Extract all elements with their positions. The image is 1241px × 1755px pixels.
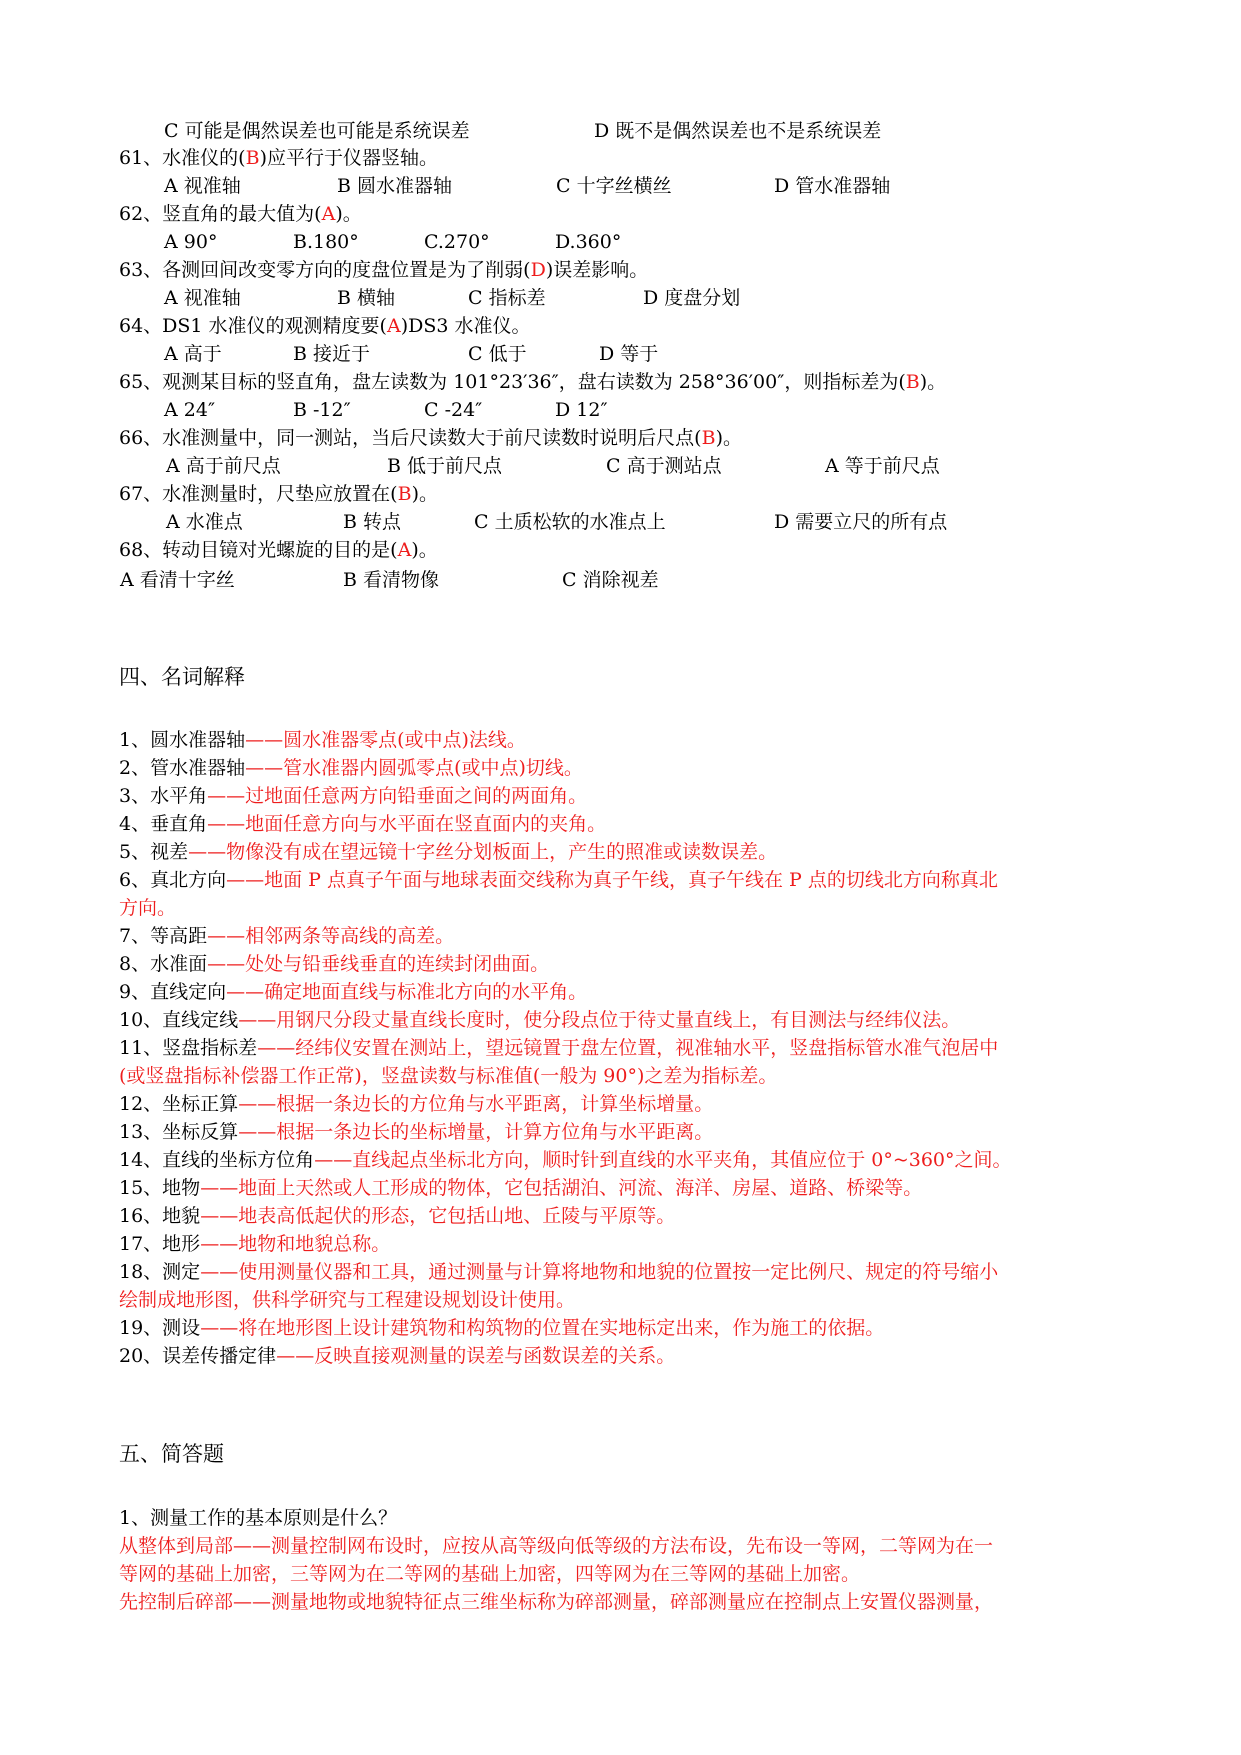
definition-term: 2、管水准器轴 bbox=[119, 757, 246, 779]
q66-stem-post: )。 bbox=[715, 427, 742, 449]
q60-option-d: D 既不是偶然误差也不是系统误差 bbox=[594, 120, 882, 142]
definition-term: 6、真北方向 bbox=[119, 869, 227, 891]
q65-option-c: C -24″ bbox=[424, 399, 483, 421]
definition-item bbox=[119, 1091, 713, 1117]
definition-text: ——根据一条边长的坐标增量，计算方位角与水平距离。 bbox=[238, 1121, 714, 1143]
q67-option-a: A 水准点 bbox=[166, 511, 243, 533]
short-answer-question: 1、测量工作的基本原则是什么？ bbox=[119, 1507, 398, 1529]
q64-stem-pre: 64、DS1 水准仪的观测精度要( bbox=[119, 315, 387, 337]
q63-answer: D bbox=[530, 259, 546, 281]
q66-question bbox=[119, 425, 742, 451]
q67-option-d: D 需要立尺的所有点 bbox=[774, 511, 948, 533]
definition-text: ——确定地面直线与标准北方向的水平角。 bbox=[226, 981, 588, 1003]
definition-item bbox=[119, 1119, 713, 1145]
definition-text: ——圆水准器零点(或中点)法线。 bbox=[245, 729, 526, 751]
q62-option-d: D.360° bbox=[555, 231, 622, 253]
definition-text: ——经纬仪安置在测站上，望远镜置于盘左位置，视准轴水平，竖盘指标管水准气泡居中 bbox=[257, 1037, 999, 1059]
definition-term: 5、视差 bbox=[119, 841, 189, 863]
q64-option-c: C 低于 bbox=[468, 343, 527, 365]
definition-item bbox=[119, 755, 583, 781]
definition-item bbox=[119, 1147, 1012, 1173]
q64-question bbox=[119, 313, 531, 339]
q62-stem-pre: 62、竖直角的最大值为( bbox=[119, 203, 322, 225]
q68-question bbox=[119, 537, 438, 563]
q62-option-c: C.270° bbox=[424, 231, 490, 253]
definition-continuation: 方向。 bbox=[119, 897, 177, 919]
definition-text: ——地面 P 点真子午面与地球表面交线称为真子午线，真子午线在 P 点的切线北方向称真北 bbox=[226, 869, 998, 891]
q60-option-c: C 可能是偶然误差也可能是系统误差 bbox=[164, 120, 470, 142]
definition-continuation: 绘制成地形图，供科学研究与工程建设规划设计使用。 bbox=[119, 1289, 576, 1311]
q64-option-a: A 高于 bbox=[164, 343, 222, 365]
q62-stem-post: )。 bbox=[335, 203, 362, 225]
definition-text: ——用钢尺分段丈量直线长度时，使分段点位于待丈量直线上，有目测法与经纬仪法。 bbox=[238, 1009, 961, 1031]
definition-item bbox=[119, 727, 526, 753]
definition-text: ——地物和地貌总称。 bbox=[200, 1233, 391, 1255]
q68-option-b: B 看清物像 bbox=[343, 569, 440, 591]
definition-text: ——相邻两条等高线的高差。 bbox=[207, 925, 455, 947]
definition-item bbox=[119, 1007, 960, 1033]
q67-stem-pre: 67、水准测量时，尺垫应放置在( bbox=[119, 483, 398, 505]
q65-answer: B bbox=[905, 371, 920, 393]
q67-question bbox=[119, 481, 438, 507]
definition-item bbox=[119, 1231, 390, 1257]
q62-question bbox=[119, 201, 362, 227]
definition-continuation: (或竖盘指标补偿器工作正常)，竖盘读数与标准值(一般为 90°)之差为指标差。 bbox=[119, 1065, 778, 1087]
definition-item bbox=[119, 1035, 998, 1061]
q61-option-d: D 管水准器轴 bbox=[774, 175, 891, 197]
definition-text: ——地表高低起伏的形态，它包括山地、丘陵与平原等。 bbox=[200, 1205, 676, 1227]
definition-text: ——地面上天然或人工形成的物体，它包括湖泊、河流、海洋、房屋、道路、桥梁等。 bbox=[200, 1177, 923, 1199]
short-answer-text: 等网的基础上加密，三等网为在二等网的基础上加密，四等网为在三等网的基础上加密。 bbox=[119, 1563, 861, 1585]
q66-option-b: B 低于前尺点 bbox=[387, 455, 503, 477]
definition-item bbox=[119, 783, 587, 809]
q66-answer: B bbox=[701, 427, 716, 449]
definition-term: 19、测设 bbox=[119, 1317, 201, 1339]
q67-option-b: B 转点 bbox=[343, 511, 402, 533]
q64-option-d: D 等于 bbox=[599, 343, 659, 365]
definition-item bbox=[119, 979, 587, 1005]
definition-term: 16、地貌 bbox=[119, 1205, 201, 1227]
definition-item bbox=[119, 923, 454, 949]
q61-stem-post: )应平行于仪器竖轴。 bbox=[259, 147, 438, 169]
q61-option-c: C 十字丝横丝 bbox=[556, 175, 672, 197]
q67-option-c: C 土质松软的水准点上 bbox=[474, 511, 666, 533]
q68-option-c: C 消除视差 bbox=[562, 569, 659, 591]
definition-term: 18、测定 bbox=[119, 1261, 201, 1283]
q61-question bbox=[119, 145, 438, 171]
definition-item bbox=[119, 867, 998, 893]
q62-option-b: B.180° bbox=[293, 231, 359, 253]
q61-answer: B bbox=[245, 147, 260, 169]
q66-option-c: C 高于测站点 bbox=[606, 455, 722, 477]
definition-item bbox=[119, 811, 606, 837]
q63-option-b: B 横轴 bbox=[337, 287, 396, 309]
definition-term: 3、水平角 bbox=[119, 785, 208, 807]
section5-title: 五、简答题 bbox=[119, 1442, 224, 1466]
definition-text: ——直线起点坐标北方向，顺时针到直线的水平夹角，其值应位于 0°~360°之间。 bbox=[314, 1149, 1012, 1171]
definition-term: 14、直线的坐标方位角 bbox=[119, 1149, 315, 1171]
definition-term: 11、竖盘指标差 bbox=[119, 1037, 258, 1059]
q68-stem-pre: 68、转动目镜对光螺旋的目的是( bbox=[119, 539, 398, 561]
definition-term: 1、圆水准器轴 bbox=[119, 729, 246, 751]
q65-stem-post: )。 bbox=[919, 371, 947, 393]
definition-item bbox=[119, 1259, 998, 1285]
definition-text: ——根据一条边长的方位角与水平距离，计算坐标增量。 bbox=[238, 1093, 714, 1115]
definition-text: ——将在地形图上设计建筑物和构筑物的位置在实地标定出来，作为施工的依据。 bbox=[200, 1317, 885, 1339]
q61-option-a: A 视准轴 bbox=[164, 175, 241, 197]
definition-item bbox=[119, 839, 777, 865]
q63-question bbox=[119, 257, 648, 283]
definition-item bbox=[119, 1175, 922, 1201]
q62-option-a: A 90° bbox=[164, 231, 218, 253]
q68-option-a: A 看清十字丝 bbox=[120, 569, 235, 591]
q63-stem-pre: 63、各测回间改变零方向的度盘位置是为了削弱( bbox=[119, 259, 531, 281]
q67-stem-post: )。 bbox=[411, 483, 438, 505]
q66-stem-pre: 66、水准测量中，同一测站，当后尺读数大于前尺读数时说明后尺点( bbox=[119, 427, 702, 449]
q66-option-a: A 高于前尺点 bbox=[166, 455, 281, 477]
definition-term: 15、地物 bbox=[119, 1177, 201, 1199]
short-answer-text: 先控制后碎部——测量地物或地貌特征点三维坐标称为碎部测量，碎部测量应在控制点上安置仪器测量， bbox=[119, 1591, 994, 1613]
definition-text: ——反映直接观测量的误差与函数误差的关系。 bbox=[276, 1345, 676, 1367]
q65-option-b: B -12″ bbox=[293, 399, 351, 421]
definition-term: 10、直线定线 bbox=[119, 1009, 239, 1031]
q64-answer: A bbox=[386, 315, 401, 337]
definition-term: 7、等高距 bbox=[119, 925, 208, 947]
definition-term: 8、水准面 bbox=[119, 953, 208, 975]
q61-option-b: B 圆水准器轴 bbox=[337, 175, 453, 197]
q67-answer: B bbox=[397, 483, 412, 505]
definition-term: 13、坐标反算 bbox=[119, 1121, 239, 1143]
definition-term: 12、坐标正算 bbox=[119, 1093, 239, 1115]
q65-question bbox=[119, 369, 946, 395]
q66-option-d: A 等于前尺点 bbox=[825, 455, 940, 477]
definition-item bbox=[119, 1315, 884, 1341]
q63-stem-post: )误差影响。 bbox=[545, 259, 649, 281]
q65-stem-pre: 65、观测某目标的竖直角，盘左读数为 101°23′36″，盘右读数为 258°36′00″，则指标差为( bbox=[119, 371, 906, 393]
q68-stem-post: )。 bbox=[411, 539, 438, 561]
definition-text: ——处处与铅垂线垂直的连续封闭曲面。 bbox=[207, 953, 550, 975]
definition-term: 17、地形 bbox=[119, 1233, 201, 1255]
definition-term: 20、误差传播定律 bbox=[119, 1345, 277, 1367]
definition-text: ——过地面任意两方向铅垂面之间的两面角。 bbox=[207, 785, 588, 807]
definition-item bbox=[119, 1343, 675, 1369]
q64-stem-post: )DS3 水准仪。 bbox=[400, 315, 531, 337]
q65-option-d: D 12″ bbox=[555, 399, 608, 421]
definition-term: 4、垂直角 bbox=[119, 813, 208, 835]
q63-option-d: D 度盘分划 bbox=[643, 287, 741, 309]
definition-item bbox=[119, 951, 549, 977]
definition-text: ——使用测量仪器和工具，通过测量与计算将地物和地貌的位置按一定比例尺、规定的符号缩小 bbox=[200, 1261, 999, 1283]
short-answer-text: 从整体到局部——测量控制网布设时，应按从高等级向低等级的方法布设，先布设一等网，二等网为在一 bbox=[119, 1535, 994, 1557]
q62-answer: A bbox=[321, 203, 336, 225]
definition-text: ——物像没有成在望远镜十字丝分划板面上，产生的照准或读数误差。 bbox=[188, 841, 778, 863]
q65-option-a: A 24″ bbox=[164, 399, 216, 421]
section4-title: 四、名词解释 bbox=[119, 665, 245, 689]
q68-answer: A bbox=[397, 539, 412, 561]
definition-text: ——地面任意方向与水平面在竖直面内的夹角。 bbox=[207, 813, 607, 835]
q64-option-b: B 接近于 bbox=[293, 343, 371, 365]
q63-option-a: A 视准轴 bbox=[164, 287, 241, 309]
definition-text: ——管水准器内圆弧零点(或中点)切线。 bbox=[245, 757, 583, 779]
q63-option-c: C 指标差 bbox=[468, 287, 546, 309]
definition-item bbox=[119, 1203, 675, 1229]
q61-stem-pre: 61、水准仪的( bbox=[119, 147, 246, 169]
definition-term: 9、直线定向 bbox=[119, 981, 227, 1003]
